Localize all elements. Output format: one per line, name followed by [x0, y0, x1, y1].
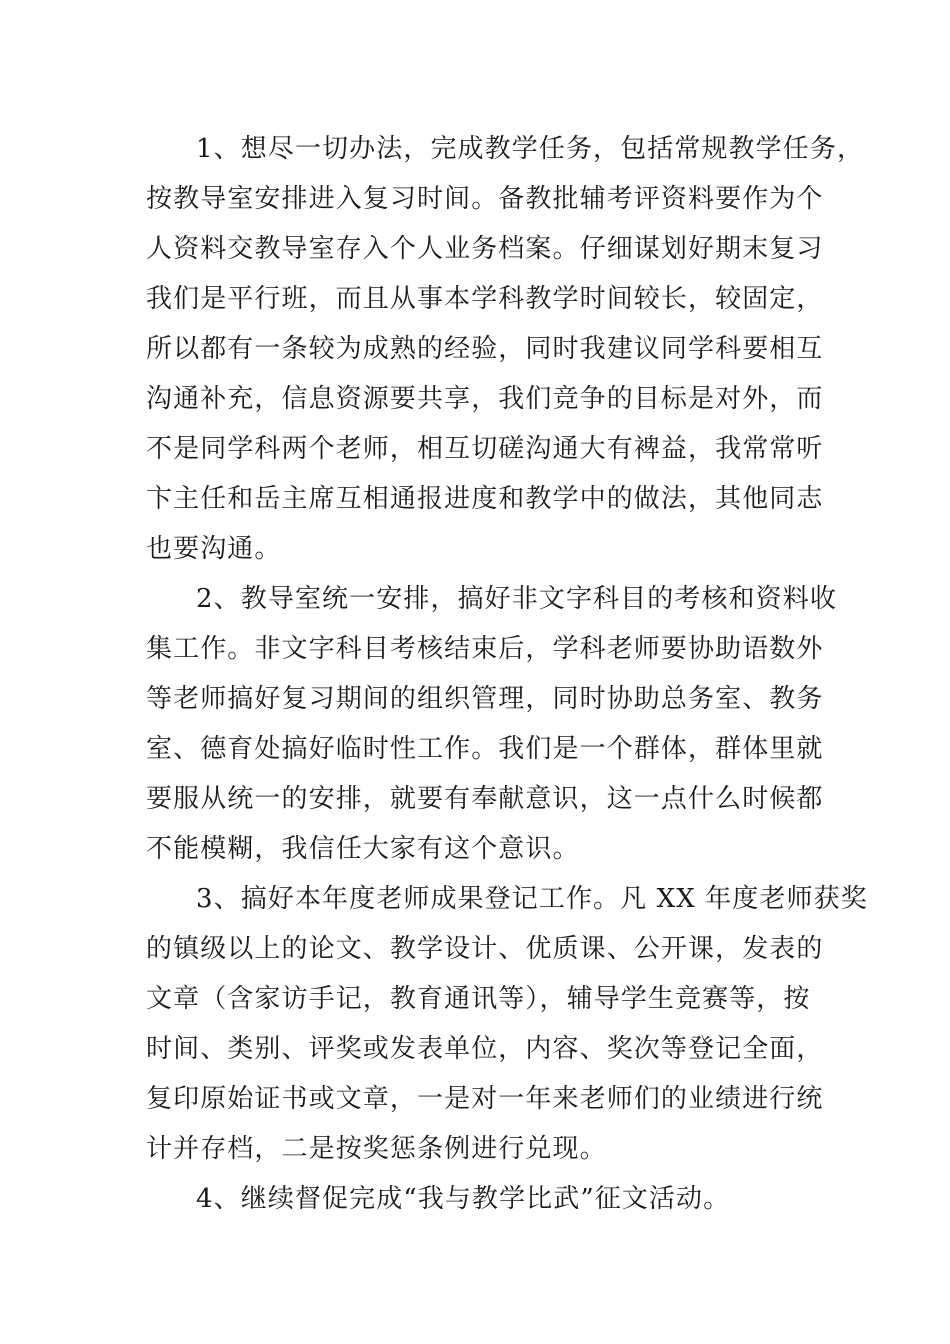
paragraph-3-line-5: 复印原始证书或文章，一是对一年来老师们的业绩进行统	[146, 1084, 824, 1114]
paragraph-1-line-7: 不是同学科两个老师，相互切磋沟通大有裨益，我常常听	[146, 434, 824, 464]
paragraph-1-line-9: 也要沟通。	[146, 534, 282, 564]
paragraph-1-line-3: 人资料交教导室存入个人业务档案。仔细谋划好期末复习	[146, 234, 824, 264]
paragraph-3-line-2: 的镇级以上的论文、教学设计、优质课、公开课，发表的	[146, 934, 824, 964]
paragraph-3-line-3: 文章（含家访手记，教育通讯等），辅导学生竞赛等，按	[146, 984, 811, 1014]
paragraph-3-line-6: 计并存档，二是按奖惩条例进行兑现。	[146, 1134, 607, 1164]
paragraph-2-line-2: 集工作。非文字科目考核结束后，学科老师要协助语数外	[146, 634, 824, 664]
paragraph-3-line-4: 时间、类别、评奖或发表单位，内容、奖次等登记全面，	[146, 1034, 824, 1064]
paragraph-4-line-1: 4、继续督促完成“我与教学比武”征文活动。	[196, 1184, 731, 1214]
paragraph-2-line-1: 2、教导室统一安排，搞好非文字科目的考核和资料收	[196, 584, 837, 614]
paragraph-1-line-4: 我们是平行班，而且从事本学科教学时间较长，较固定，	[146, 284, 824, 314]
paragraph-2-line-6: 不能模糊，我信任大家有这个意识。	[146, 834, 580, 864]
paragraph-3-line-1: 3、搞好本年度老师成果登记工作。凡 XX 年度老师获奖	[196, 884, 868, 914]
paragraph-2-line-5: 要服从统一的安排，就要有奉献意识，这一点什么时候都	[146, 784, 824, 814]
paragraph-1-line-6: 沟通补充，信息资源要共享，我们竞争的目标是对外，而	[146, 384, 824, 414]
paragraph-2-line-4: 室、德育处搞好临时性工作。我们是一个群体，群体里就	[146, 734, 824, 764]
paragraph-1-line-8: 卞主任和岳主席互相通报进度和教学中的做法，其他同志	[146, 484, 824, 514]
paragraph-2-line-3: 等老师搞好复习期间的组织管理，同时协助总务室、教务	[146, 684, 824, 714]
paragraph-1-line-1: 1、想尽一切办法，完成教学任务，包括常规教学任务，	[196, 134, 865, 164]
paragraph-1-line-5: 所以都有一条较为成熟的经验，同时我建议同学科要相互	[146, 334, 824, 364]
paragraph-1-line-2: 按教导室安排进入复习时间。备教批辅考评资料要作为个	[146, 184, 824, 214]
